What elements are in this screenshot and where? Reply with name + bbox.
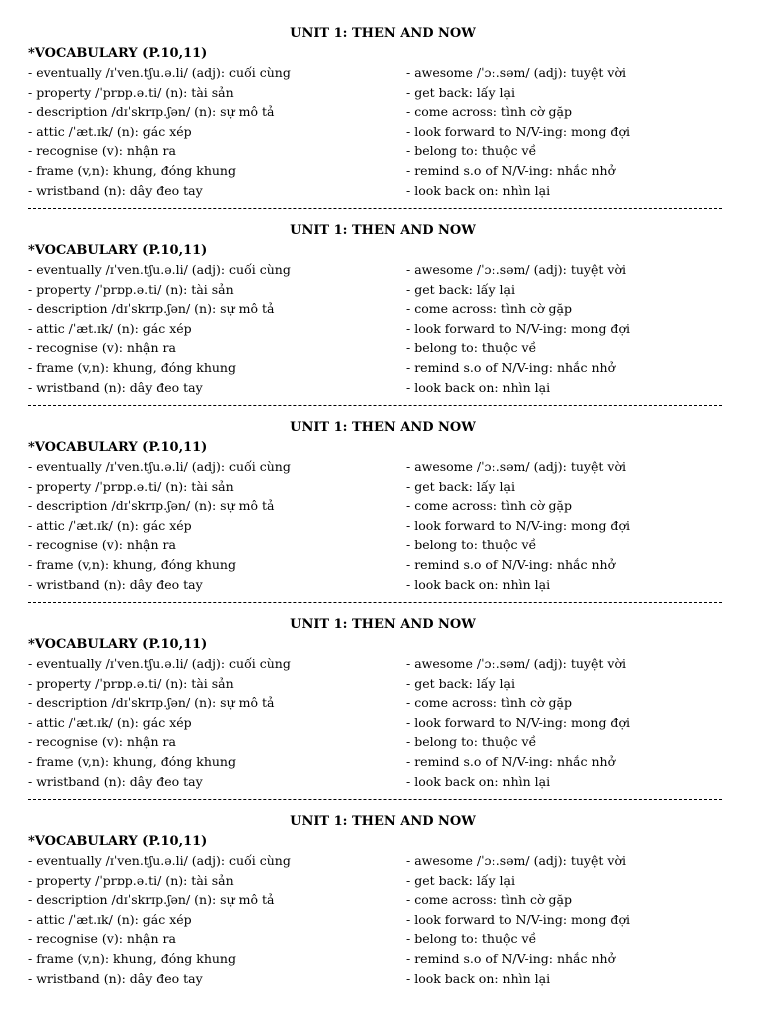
vocab-item: - look forward to N/V-ing: mong đợi [406,517,630,533]
vocab-right-column [406,851,738,988]
vocab-item: - attic /ˈæt.ɪk/ (n): gác xép [28,123,192,139]
vocab-columns [28,260,722,397]
vocab-item: - attic /ˈæt.ɪk/ (n): gác xép [28,911,192,927]
vocab-item: - wristband (n): dây đeo tay [28,379,203,395]
vocab-item: - recognise (v): nhận ra [28,537,176,553]
vocab-item: - remind s.o of N/V-ing: nhắc nhở [406,753,616,769]
vocab-item: - come across: tình cờ gặp [406,695,572,711]
vocab-item: - property /ˈprɒp.ə.ti/ (n): tài sản [28,478,234,494]
vocab-item: - come across: tình cờ gặp [406,301,572,317]
vocab-columns [28,63,722,200]
vocab-left-column [28,851,398,988]
vocab-item: - recognise (v): nhận ra [28,734,176,750]
vocab-item: - recognise (v): nhận ra [28,143,176,159]
vocab-item: - get back: lấy lại [406,872,515,888]
vocab-block [28,418,722,615]
vocab-item: - attic /ˈæt.ɪk/ (n): gác xép [28,714,192,730]
vocab-left-column [28,63,398,200]
vocab-item: - eventually /ɪˈven.tʃu.ə.li/ (adj): cuối cùng [28,65,291,80]
vocab-item: - wristband (n): dây đeo tay [28,576,203,592]
vocab-item: - get back: lấy lại [406,84,515,100]
vocab-item: - attic /ˈæt.ɪk/ (n): gác xép [28,320,192,336]
vocab-block [28,24,722,221]
vocab-columns [28,457,722,594]
vocab-right-column [406,260,738,397]
vocab-item: - belong to: thuộc về [406,931,537,947]
vocab-item: - recognise (v): nhận ra [28,931,176,947]
vocab-item: - awesome /ˈɔː.səm/ (adj): tuyệt vời [406,853,626,868]
vocab-item: - look back on: nhìn lại [406,379,551,395]
vocab-item: - eventually /ɪˈven.tʃu.ə.li/ (adj): cuối cùng [28,656,291,671]
vocab-left-column [28,260,398,397]
vocab-item: - property /ˈprɒp.ə.ti/ (n): tài sản [28,281,234,297]
dashed-divider [28,799,722,800]
vocab-item: - get back: lấy lại [406,281,515,297]
vocabulary-heading: *VOCABULARY (P.10,11) [28,46,208,61]
vocab-item: - frame (v,n): khung, đóng khung [28,950,236,966]
vocabulary-heading: *VOCABULARY (P.10,11) [28,834,208,849]
vocab-item: - look back on: nhìn lại [406,576,551,592]
vocabulary-heading: *VOCABULARY (P.10,11) [28,440,208,455]
vocab-item: - frame (v,n): khung, đóng khung [28,162,236,178]
unit-title: UNIT 1: THEN AND NOW [290,814,476,829]
vocab-item: - awesome /ˈɔː.səm/ (adj): tuyệt vời [406,459,626,474]
vocab-item: - get back: lấy lại [406,478,515,494]
vocab-item: - attic /ˈæt.ɪk/ (n): gác xép [28,517,192,533]
vocab-item: - come across: tình cờ gặp [406,892,572,908]
dashed-divider [28,602,722,603]
vocab-item: - look forward to N/V-ing: mong đợi [406,320,630,336]
vocab-item: - frame (v,n): khung, đóng khung [28,753,236,769]
vocabulary-heading: *VOCABULARY (P.10,11) [28,243,208,258]
vocab-item: - belong to: thuộc về [406,143,537,159]
vocabulary-heading: *VOCABULARY (P.10,11) [28,637,208,652]
vocab-block [28,615,722,812]
dashed-divider [28,208,722,209]
vocab-item: - remind s.o of N/V-ing: nhắc nhở [406,950,616,966]
vocab-columns [28,851,722,988]
vocab-item: - awesome /ˈɔː.səm/ (adj): tuyệt vời [406,656,626,671]
vocab-item: - awesome /ˈɔː.səm/ (adj): tuyệt vời [406,262,626,277]
vocab-item: - remind s.o of N/V-ing: nhắc nhở [406,556,616,572]
vocab-item: - come across: tình cờ gặp [406,104,572,120]
vocab-item: - get back: lấy lại [406,675,515,691]
vocab-item: - wristband (n): dây đeo tay [28,970,203,986]
vocab-item: - belong to: thuộc về [406,537,537,553]
vocab-item: - property /ˈprɒp.ə.ti/ (n): tài sản [28,84,234,100]
vocab-right-column [406,63,738,200]
vocab-item: - wristband (n): dây đeo tay [28,773,203,789]
vocab-item: - description /dɪˈskrɪp.ʃən/ (n): sự mô tả [28,301,275,317]
vocab-columns [28,654,722,791]
vocab-item: - look forward to N/V-ing: mong đợi [406,123,630,139]
vocab-right-column [406,457,738,594]
vocab-left-column [28,654,398,791]
vocab-block [28,221,722,418]
vocab-item: - remind s.o of N/V-ing: nhắc nhở [406,359,616,375]
vocab-item: - description /dɪˈskrɪp.ʃən/ (n): sự mô tả [28,104,275,120]
vocab-item: - belong to: thuộc về [406,340,537,356]
vocab-item: - remind s.o of N/V-ing: nhắc nhở [406,162,616,178]
vocab-item: - recognise (v): nhận ra [28,340,176,356]
vocab-item: - awesome /ˈɔː.səm/ (adj): tuyệt vời [406,65,626,80]
vocab-item: - frame (v,n): khung, đóng khung [28,556,236,572]
vocab-item: - eventually /ɪˈven.tʃu.ə.li/ (adj): cuối cùng [28,853,291,868]
vocab-right-column [406,654,738,791]
unit-title: UNIT 1: THEN AND NOW [290,26,476,41]
vocab-item: - look back on: nhìn lại [406,773,551,789]
unit-title: UNIT 1: THEN AND NOW [290,223,476,238]
vocab-item: - property /ˈprɒp.ə.ti/ (n): tài sản [28,872,234,888]
vocab-item: - look back on: nhìn lại [406,182,551,198]
vocab-left-column [28,457,398,594]
vocab-item: - wristband (n): dây đeo tay [28,182,203,198]
vocab-item: - description /dɪˈskrɪp.ʃən/ (n): sự mô tả [28,498,275,514]
vocab-item: - frame (v,n): khung, đóng khung [28,359,236,375]
vocab-item: - property /ˈprɒp.ə.ti/ (n): tài sản [28,675,234,691]
vocab-item: - look forward to N/V-ing: mong đợi [406,911,630,927]
dashed-divider [28,405,722,406]
unit-title: UNIT 1: THEN AND NOW [290,617,476,632]
unit-title: UNIT 1: THEN AND NOW [290,420,476,435]
vocab-item: - description /dɪˈskrɪp.ʃən/ (n): sự mô tả [28,892,275,908]
vocab-item: - look forward to N/V-ing: mong đợi [406,714,630,730]
vocab-item: - eventually /ɪˈven.tʃu.ə.li/ (adj): cuối cùng [28,459,291,474]
vocab-item: - description /dɪˈskrɪp.ʃən/ (n): sự mô tả [28,695,275,711]
vocab-item: - come across: tình cờ gặp [406,498,572,514]
vocab-item: - eventually /ɪˈven.tʃu.ə.li/ (adj): cuối cùng [28,262,291,277]
vocab-item: - look back on: nhìn lại [406,970,551,986]
vocab-block [28,812,722,1009]
vocab-item: - belong to: thuộc về [406,734,537,750]
